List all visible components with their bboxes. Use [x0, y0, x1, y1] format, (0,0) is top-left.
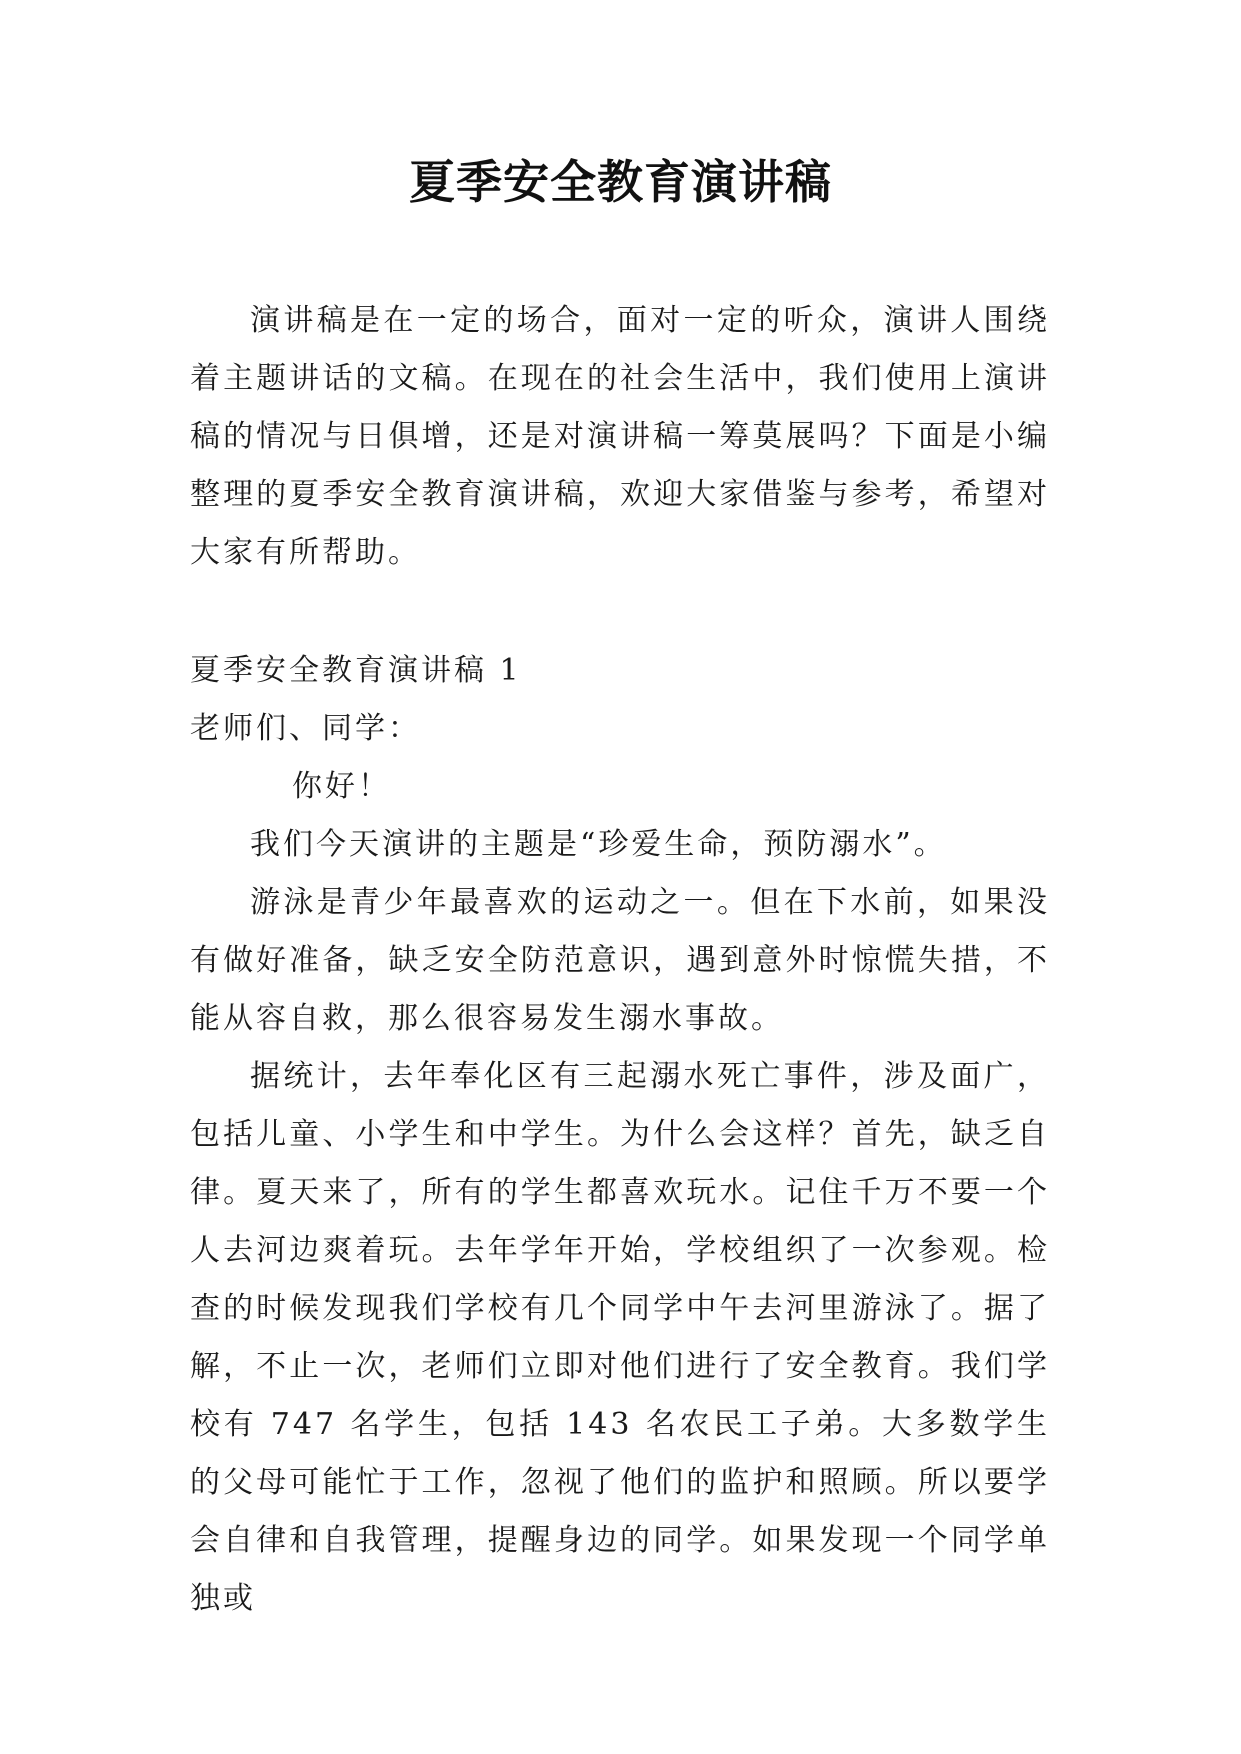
document-body — [190, 292, 1050, 1628]
body-paragraph: 据统计，去年奉化区有三起溺水死亡事件，涉及面广，包括儿童、小学生和中学生。为什么会这样？首先，缺乏自律。夏天来了，所有的学生都喜欢玩水。记住千万不要一个人去河边爽着玩。去年学年开始，学校组织了一次参观。检查的时候发现我们学校有几个同学中午去河里游泳了。据了解，不止一次，老师们立即对他们进行了安全教育。我们学校有 747 名学生，包括 143 名农民工子弟。大多数学生的父母可能忙于工作，忽视了他们的监护和照顾。所以要学会自律和自我管理，提醒身边的同学。如果发现一个同学单独或 — [190, 1059, 1050, 1616]
body-paragraph: 我们今天演讲的主题是“珍爱生命，预防溺水”。 — [250, 827, 947, 862]
greeting: 你好！ — [292, 769, 391, 804]
intro-paragraph: 演讲稿是在一定的场合，面对一定的听众，演讲人围绕着主题讲话的文稿。在现在的社会生活中，我们使用上演讲稿的情况与日俱增，还是对演讲稿一筹莫展吗？下面是小编整理的夏季安全教育演讲稿，欢迎大家借鉴与参考，希望对大家有所帮助。 — [190, 303, 1050, 570]
salutation: 老师们、同学： — [190, 711, 421, 746]
body-paragraph: 游泳是青少年最喜欢的运动之一。但在下水前，如果没有做好准备，缺乏安全防范意识，遇到意外时惊慌失措，不能从容自救，那么很容易发生溺水事故。 — [190, 885, 1050, 1036]
document-title: 夏季安全教育演讲稿 — [409, 155, 832, 209]
section-heading: 夏季安全教育演讲稿 1 — [190, 653, 522, 688]
